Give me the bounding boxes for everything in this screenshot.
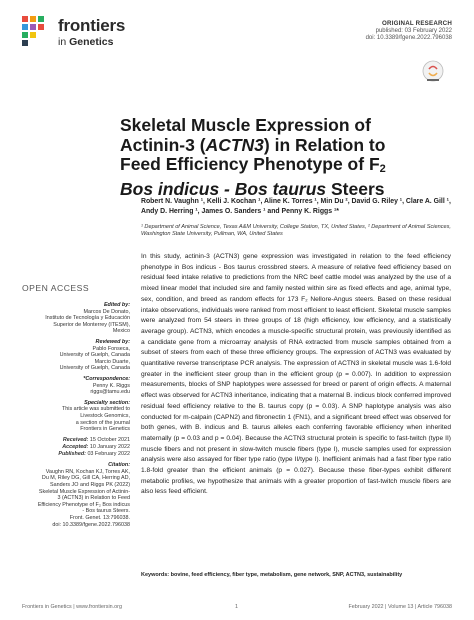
title-line-2: Actinin-3 (ACTN3) in Relation to: [120, 134, 386, 155]
title-line-1: Skeletal Muscle Expression of: [120, 115, 371, 135]
journal-logo[interactable]: [22, 14, 142, 54]
title-line-3: Feed Efficiency Phenotype of $F_2$: [120, 154, 386, 175]
correspondence-email[interactable]: riggs@tamu.edu: [90, 389, 130, 396]
page-number: 1: [235, 604, 238, 610]
citation-doi[interactable]: doi: 10.3389/fgene.2022.796038: [52, 521, 130, 528]
footer-issue: February 2022 | Volume 13 | Article 796038: [348, 604, 452, 610]
article-dates: Received: 15 October 2021 Accepted: 10 January 2022 Published: 03 February 2022: [58, 436, 130, 458]
check-for-updates-icon[interactable]: [422, 60, 444, 82]
brand-sub-prefix: in: [58, 36, 67, 48]
affiliations: ¹ Department of Animal Science, Texas A&M University, College Station, TX, United States, ² Department of Animal Sciences, Washington State University, Pullman, WA, United States: [141, 224, 451, 238]
keywords: Keywords: bovine, feed efficiency, fiber type, metabolism, gene network, SNP, ACTN3, sustainability: [141, 572, 403, 578]
abstract: In this study, actinin-3 (ACTN3) gene expression was investigated in relation to the feed efficiency phenotype in Bos indicus - Bos taurus crossbred steers. A measure of relative feed efficiency based on residual feed intake relative to predictions from the NRC beef cattle model was analyzed by the use of a mixed linear model that included sire and family nested within sire as fixed effects and age, animal type, sex, condition, and breed as random effects for 173 F₂ Nellore-Angus steers. Based on these residual intake observations, individuals were ranked from most efficient to least efficient. Skeletal muscle samples were analyzed from 54 steers in three groups of 18 (high efficiency, low efficiency, and a statistically average group). ACTN3, which encodes a muscle-specific structural protein, was previously identified as a candidate gene from a microarray analysis of RNA extracted from muscle samples obtained from a subset of steers from each of these three efficiency groups. The expression of ACTN3 was evaluated by quantitative reverse transcriptase PCR analysis. The expression of ACTN3 in skeletal muscle was 1.6-fold greater in the inefficient steer group than in the efficient group (p = 0.007). In addition to expression measurements, blocks of SNP haplotypes were assessed for breed or parent of origin effects. A maternal effect was observed for ACTN3 inheritance, indicating that a maternal B. indicus block conferred improved residual feed efficiency relative to the B. taurus copy (p = 0.03). A SNP haplotype analysis was also conducted for m-calpain (CAPN2) and fibronectin 1 (FN1), and a significant breed effect was observed for both genes, with B. indicus and B. taurus alleles each conferring favorable efficiency when inherited maternally (p = 0.03 and p = 0.04). Because the ACTN3 structural protein is specific to fast-twitch (type II) muscle fibers and not present in slow-twitch muscle fibers (type I), muscle samples used for expression analysis were also assayed for fiber type ratio (type II/type I). Inefficient animals had a fast fiber type ratio 1.8-fold greater than the efficient animals (p = 0.027). Because these fiber-types exhibit different metabolic profiles, we hypothesize that animals with a greater proportion of fast-twitch muscle fibers are also less feed efficient.: [141, 253, 451, 496]
footer-journal[interactable]: Frontiers in Genetics | www.frontiersin.org: [22, 604, 122, 610]
article-meta: [366, 20, 452, 43]
article-title: [120, 116, 440, 199]
brand-name: frontiers: [58, 16, 126, 35]
brand-journal: [58, 36, 113, 48]
citation: Citation: Vaughn RN, Kochan KJ, Torres AK, Du M, Riley DG, Gill CA, Herring AD, Sanders JO and Riggs PK (2022) Skeletal Muscle Expression of Actinin- 3 (ACTN3) in Relation to Feed Efficiency Phenotype of F₂ Bos indicus - Bos taurus Steers. Front. Genet. 13:796038. doi: 10.3389/fgene.2022.796038: [22, 462, 130, 528]
reviewed-by: Reviewed by: Pablo Fonseca, University of Guelph, Canada Marcio Duarte, University of Guelph, Canada: [59, 338, 130, 372]
article-type: ORIGINAL RESEARCH: [382, 20, 452, 27]
article-doi[interactable]: doi: 10.3389/fgene.2022.796038: [365, 35, 452, 41]
brand-sub-journal: Genetics: [69, 36, 114, 48]
correspondence: *Correspondence: Penny K. Riggs riggs@tamu.edu: [22, 376, 130, 396]
article-sidebar: [22, 302, 130, 532]
open-access-label: OPEN ACCESS: [22, 283, 90, 293]
frontiers-logo-icon: [22, 16, 52, 50]
author-list[interactable]: Robert N. Vaughn ¹, Kelli J. Kochan ¹, Aline K. Torres ¹, Min Du ², David G. Riley ¹, Clare A. Gill ¹, Andy D. Herring ¹, James O. Sanders ¹ and Penny K. Riggs ¹*: [141, 198, 451, 215]
specialty-section: Specialty section: This article was submitted to Livestock Genomics, a section of the journal Frontiers in Genetics: [61, 399, 130, 433]
edited-by: Edited by: Marcos De Donato, Instituto de Tecnología y Educación Superior de Monterrey (ITESM), Mexico: [45, 302, 130, 335]
published-date: published: 03 February 2022: [375, 27, 452, 34]
title-line-4: Bos indicus - Bos taurus Steers: [120, 178, 385, 199]
